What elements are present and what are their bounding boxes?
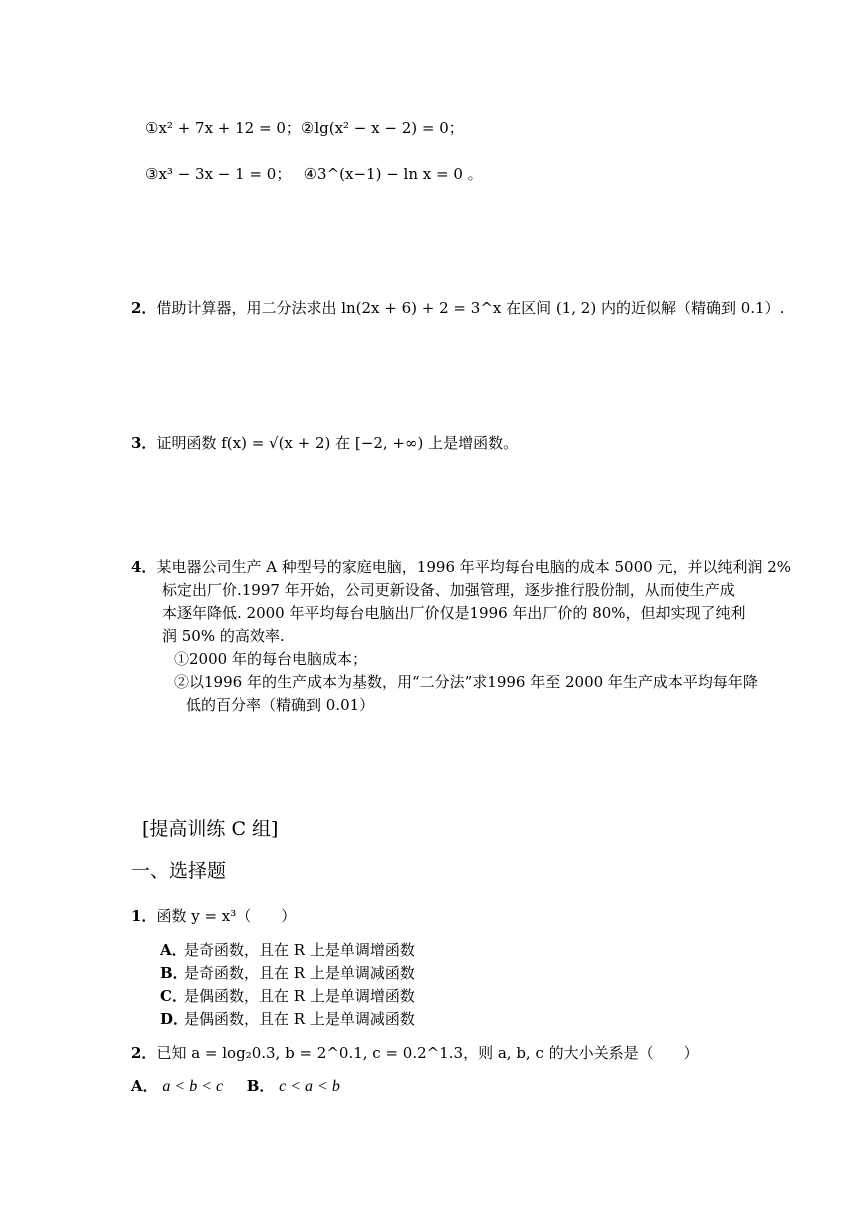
option-c [160,986,415,1006]
option-label: B． [246,1077,275,1095]
question-text: 某电器公司生产 A 种型号的家庭电脑，1996 年平均每台电脑的成本 5000 元，并以纯利润 2% [156,558,792,576]
question-text: 函数 y = x³（ ） [156,907,297,925]
question-4-line-4: 润 50% 的高效率. [162,627,285,645]
option-label: A． [160,941,187,959]
question-4-line-3: 本逐年降低. 2000 年平均每台电脑出厂价仅是1996 年出厂价的 80%，但却实现了纯利 [162,604,746,622]
option-text: a < b < c [162,1078,224,1095]
option-label: D． [160,1010,189,1028]
c-question-2-options [131,1076,340,1097]
option-text: c < a < b [279,1078,340,1095]
question-3 [131,433,518,453]
option-text: 是奇函数，且在 R 上是单调增函数 [184,941,415,959]
question-text: 证明函数 f(x) = √(x + 2) 在 [−2, +∞) 上是增函数。 [156,434,519,452]
question-4-sub-1: ①2000 年的每台电脑成本； [174,650,367,668]
option-text: 是偶函数，且在 R 上是单调减函数 [184,1010,415,1028]
option-text: 是奇函数，且在 R 上是单调减函数 [184,964,415,982]
question-number: 3． [131,434,157,452]
question-number: 4． [131,558,157,576]
option-label: B． [160,964,188,982]
option-label: A． [131,1077,158,1095]
question-number: 1． [131,907,157,925]
question-4-line-2: 标定出厂价.1997 年开始，公司更新设备、加强管理，逐步推行股份制，从而使生产成 [162,581,735,599]
option-b [160,963,415,983]
question-number: 2． [131,1044,157,1062]
question-2 [131,298,784,318]
option-a [160,940,415,960]
group-title: [提高训练 C 组] [142,818,279,840]
question-text: 借助计算器，用二分法求出 ln(2x + 6) + 2 = 3^x 在区间 (1, 2) 内的近似解（精确到 0.1）. [156,299,785,317]
equation-line-2: ③x³ − 3x − 1 = 0； ④3^(x−1) − ln x = 0 。 [145,165,483,183]
section-title: 一、选择题 [131,860,227,882]
question-number: 2． [131,299,157,317]
option-text: 是偶函数，且在 R 上是单调增函数 [184,987,415,1005]
question-4-line-1 [131,557,791,577]
c-question-2 [131,1043,699,1063]
question-4-sub-2-line-2: 低的百分率（精确到 0.01） [186,696,375,714]
option-d [160,1009,415,1029]
option-label: C． [160,987,187,1005]
question-text: 已知 a = log₂0.3, b = 2^0.1, c = 0.2^1.3，则 a, b, c 的大小关系是（ ） [156,1044,699,1062]
question-4-sub-2-line-1: ②以1996 年的生产成本为基数，用“二分法”求1996 年至 2000 年生产成本平均每年降 [174,673,758,691]
c-question-1 [131,906,296,926]
equation-line-1: ①x² + 7x + 12 = 0；②lg(x² − x − 2) = 0； [145,119,464,137]
